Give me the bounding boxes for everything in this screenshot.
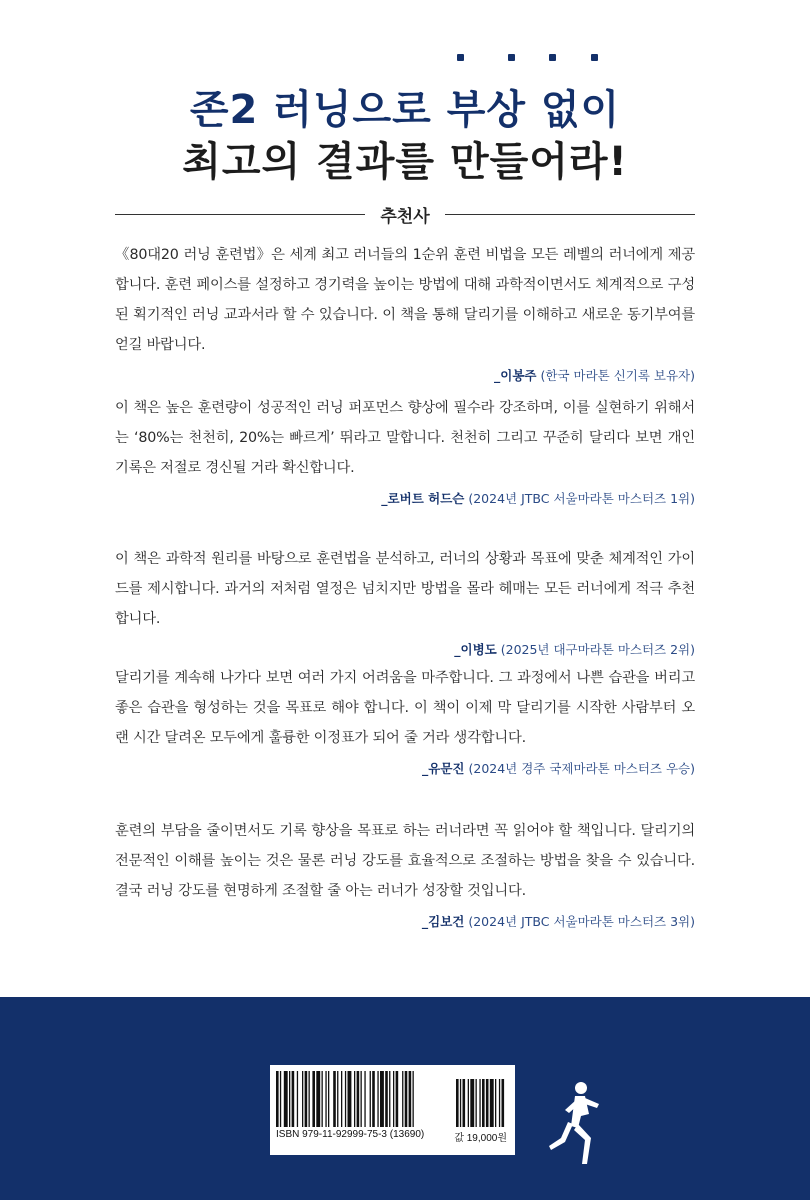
barcode-bar (289, 1071, 290, 1127)
barcode-bar (302, 1071, 303, 1127)
divider-right (445, 214, 695, 215)
endorser-name: _이병도 (454, 642, 497, 657)
endorser-credential: (2025년 대구마라톤 마스터즈 2위) (500, 642, 695, 657)
barcode-bar (476, 1079, 477, 1127)
endorser-name: _로버트 허드슨 (381, 491, 465, 506)
endorsement-1 (115, 240, 695, 384)
barcode-bar (357, 1071, 360, 1127)
barcode-bar (499, 1079, 500, 1127)
barcode-bar (380, 1071, 384, 1127)
endorsement-text: 《80대20 러닝 훈련법》은 세계 최고 러너들의 1순위 훈련 비법을 모든 레벨의 러너에게 제공합니다. 훈련 페이스를 설정하고 경기력을 높이는 방법에 대해 과학적이면서도 체계적으로 구성된 획기적인 러닝 교과서라 할 수 있습니다. 이 책을 통해 달리기를 이해하고 새로운 동기부여를 얻길 바랍니다. (115, 247, 695, 353)
barcode-bar (405, 1071, 408, 1127)
barcode-bar (284, 1071, 288, 1127)
endorser-name: _김보건 (421, 914, 465, 929)
barcode-bar (309, 1071, 310, 1127)
emphasis-dots (0, 54, 810, 64)
barcode-bar (312, 1071, 315, 1127)
barcode-bar (325, 1071, 326, 1127)
barcode (270, 1065, 515, 1155)
barcode-bar (396, 1071, 399, 1127)
headline-line-1: 존2 러닝으로 부상 없이 (189, 87, 621, 133)
barcode-bar (372, 1071, 375, 1127)
barcode-bar (482, 1079, 485, 1127)
endorsement-text: 이 책은 과학적 원리를 바탕으로 훈련법을 분석하고, 러너의 상황과 목표에 맞춘 체계적인 가이드를 제시합니다. 과거의 저처럼 열정은 넘치지만 방법을 몰라 헤매는 모든 러너에게 적극 추천합니다. (115, 551, 695, 627)
endorser-name: _유문진 (422, 761, 465, 776)
barcode-bar (413, 1071, 414, 1127)
barcode-bar (328, 1071, 329, 1127)
barcode-bar (502, 1079, 505, 1127)
barcode-bar (333, 1071, 336, 1127)
barcode-bar (337, 1071, 338, 1127)
barcode-bar (348, 1071, 352, 1127)
headline-line-2: 최고의 결과를 만들어라! (182, 139, 628, 185)
barcode-bar (292, 1071, 295, 1127)
barcode-bar (468, 1079, 469, 1127)
barcode-bar (460, 1079, 461, 1127)
endorser-credential: (2024년 JTBC 서울마라톤 마스터즈 3위) (468, 914, 695, 929)
barcode-bar (370, 1071, 371, 1127)
barcode-bar (385, 1071, 388, 1127)
section-header (115, 202, 695, 226)
barcode-bar (361, 1071, 362, 1127)
barcode-bar (364, 1071, 365, 1127)
isbn-text: ISBN 979-11-92999-75-3 (13690) (276, 1129, 425, 1140)
endorsement-text: 이 책은 높은 훈련량이 성공적인 러닝 퍼포먼스 향상에 필수라 강조하며, 이를 실현하기 위해서는 ‘80%는 천천히, 20%는 빠르게’ 뛰라고 말합니다. 천천히 그리고 꾸준히 달리다 보면 개인 기록은 저절로 경신될 거라 확신합니다. (115, 400, 695, 476)
endorsement-attribution (115, 912, 695, 930)
barcode-bar (276, 1071, 279, 1127)
barcode-bar (402, 1071, 403, 1127)
barcode-bar (341, 1071, 342, 1127)
endorser-credential: (2024년 경주 국제마라톤 마스터즈 우승) (468, 761, 695, 776)
barcode-bar (393, 1071, 394, 1127)
endorsement-5 (115, 816, 695, 930)
barcode-bar (479, 1079, 480, 1127)
barcode-bar (409, 1071, 412, 1127)
barcode-bars (276, 1071, 509, 1127)
barcode-bar (495, 1079, 496, 1127)
barcode-bar (377, 1071, 378, 1127)
endorsement-3 (115, 544, 695, 658)
runner-icon (545, 1080, 605, 1170)
barcode-bar (280, 1071, 281, 1127)
endorsement-text: 훈련의 부담을 줄이면서도 기록 향상을 목표로 하는 러너라면 꼭 읽어야 할 책입니다. 달리기의 전문적인 이해를 높이는 것은 물론 러닝 강도를 효율적으로 조절하는 방법을 찾을 수 있습니다. 결국 러닝 강도를 현명하게 조절할 줄 아는 러너가 성장할 것입니다. (115, 823, 695, 899)
barcode-bar (316, 1071, 320, 1127)
barcode-bar (486, 1079, 489, 1127)
endorser-credential: (한국 마라톤 신기록 보유자) (540, 368, 695, 383)
barcode-bar (463, 1079, 466, 1127)
barcode-bar (345, 1071, 346, 1127)
barcode-bar (389, 1071, 390, 1127)
barcode-bar (354, 1071, 355, 1127)
barcode-bar (305, 1071, 308, 1127)
endorsement-4 (115, 663, 695, 777)
barcode-bar (322, 1071, 323, 1127)
section-title: 추천사 (380, 207, 430, 227)
barcode-bar (456, 1079, 459, 1127)
endorsement-attribution (115, 640, 695, 658)
barcode-bar (470, 1079, 474, 1127)
endorsement-attribution (115, 489, 695, 507)
endorsement-attribution (115, 366, 695, 384)
price-text: 값 19,000원 (454, 1133, 507, 1144)
barcode-bar (297, 1071, 298, 1127)
endorsement-2 (115, 393, 695, 507)
endorser-credential: (2024년 JTBC 서울마라톤 마스터즈 1위) (468, 491, 695, 506)
endorsement-text: 달리기를 계속해 나가다 보면 여러 가지 어려움을 마주합니다. 그 과정에서 나쁜 습관을 버리고 좋은 습관을 형성하는 것을 목표로 해야 합니다. 이 책이 이제 막 달리기를 시작한 사람부터 오랜 시간 달려온 모두에게 훌륭한 이정표가 되어 줄 거라 생각합니다. (115, 670, 695, 746)
endorser-name: _이봉주 (494, 368, 537, 383)
barcode-bar (490, 1079, 494, 1127)
endorsement-attribution (115, 759, 695, 777)
